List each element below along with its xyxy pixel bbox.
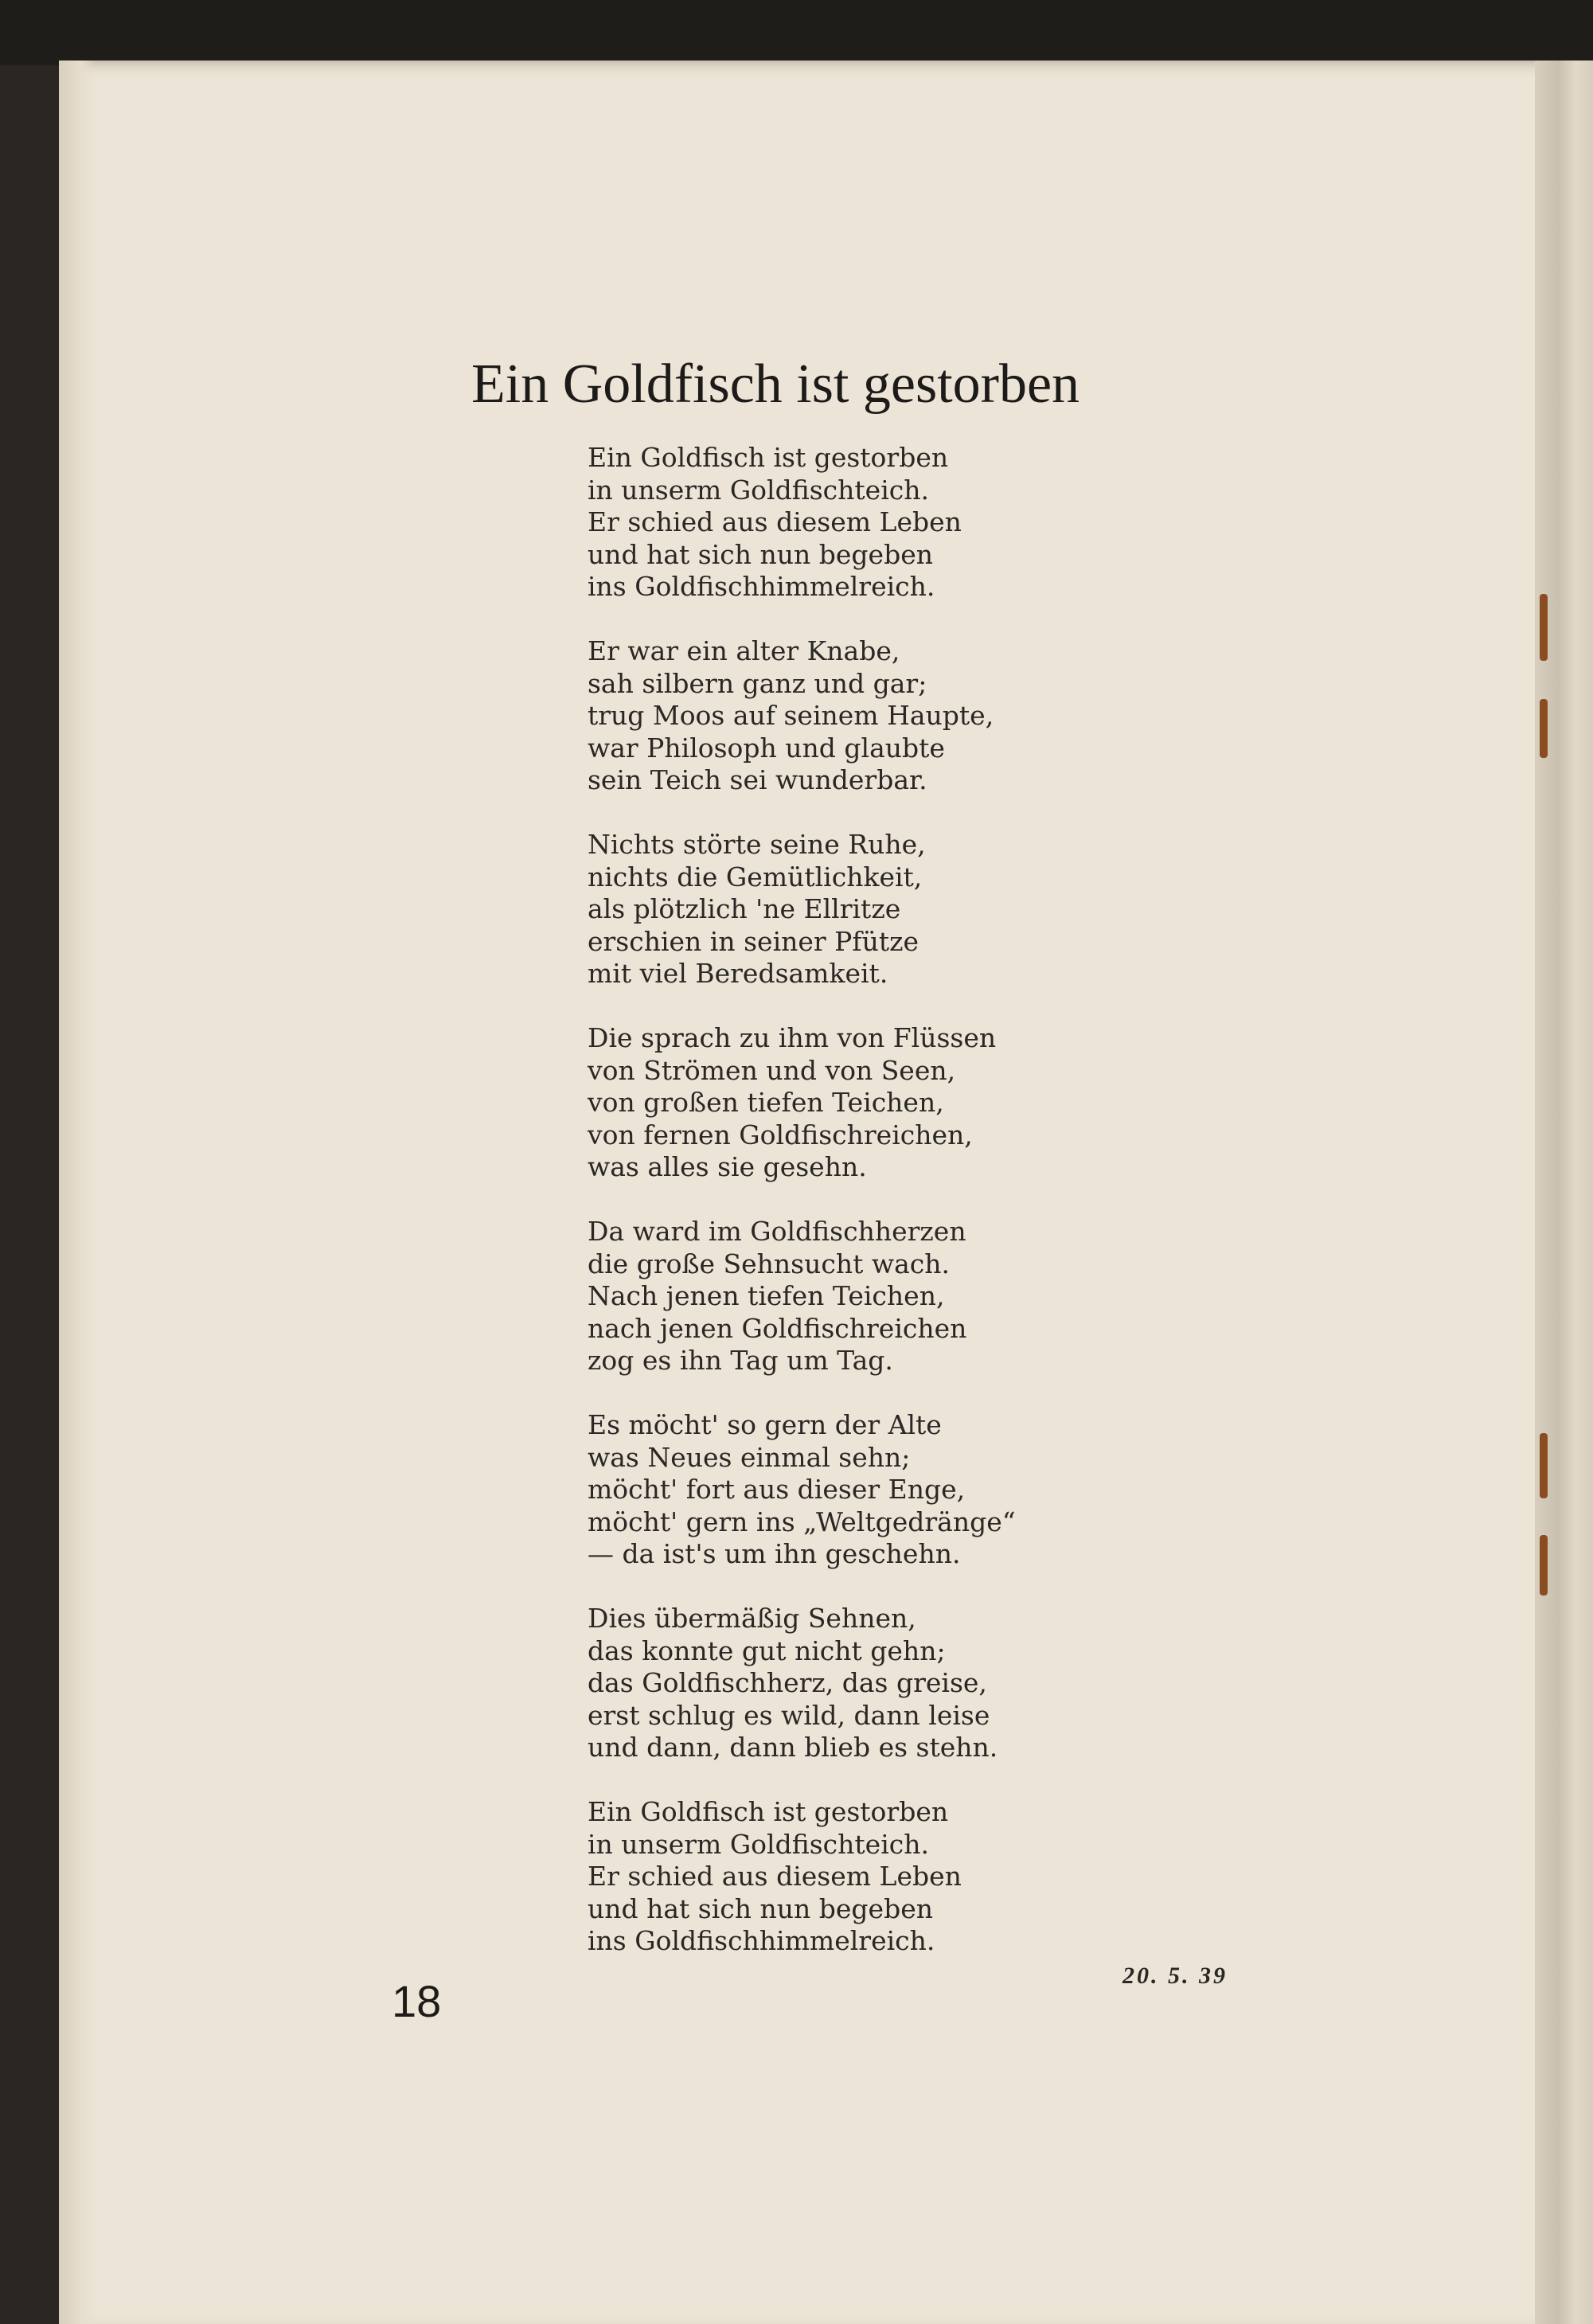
poem-line: nichts die Gemütlichkeit, (588, 861, 923, 892)
page-number: 18 (392, 1976, 442, 2026)
stanza (588, 1409, 1145, 1571)
poem-date: 20. 5. 39 (1123, 1963, 1228, 1989)
poem-line: Da ward im Goldfischherzen (588, 1216, 966, 1247)
poem-line: — da ist's um ihn geschehn. (588, 1538, 961, 1569)
stanza (588, 1022, 1145, 1184)
poem-line: Es möcht' so gern der Alte (588, 1409, 942, 1440)
poem-line: die große Sehnsucht wach. (588, 1248, 950, 1279)
staple-mark (1540, 1535, 1548, 1596)
poem-line: von Strömen und von Seen, (588, 1054, 956, 1086)
staple-mark (1540, 699, 1548, 758)
stanza (588, 1216, 1145, 1377)
poem-line: möcht' fort aus dieser Enge, (588, 1474, 966, 1505)
poem-line: in unserm Goldfischteich. (588, 474, 929, 506)
poem-line: war Philosoph und glaubte (588, 732, 945, 764)
poem-line: das konnte gut nicht gehn; (588, 1635, 946, 1666)
poem-line: trug Moos auf seinem Haupte, (588, 700, 994, 731)
poem-line: Er schied aus diesem Leben (588, 506, 962, 537)
poem-line: Nach jenen tiefen Teichen, (588, 1280, 945, 1311)
poem-line: sah silbern ganz und gar; (588, 667, 927, 699)
poem-line: und hat sich nun begeben (588, 1892, 933, 1924)
poem-line: was alles sie gesehn. (588, 1151, 867, 1182)
scan-background (0, 0, 1593, 65)
poem-line: Er war ein alter Knabe, (588, 635, 900, 666)
poem-line: Ein Goldfisch ist gestorben (588, 1796, 949, 1827)
poem-line: erst schlug es wild, dann leise (588, 1699, 990, 1731)
book-gutter (1535, 61, 1593, 2324)
stanza (588, 1603, 1145, 1764)
poem-line: Er schied aus diesem Leben (588, 1861, 962, 1892)
poem-line: Die sprach zu ihm von Flüssen (588, 1022, 997, 1053)
poem-line: sein Teich sei wunderbar. (588, 764, 927, 795)
stanza (588, 829, 1145, 990)
poem-line: und dann, dann blieb es stehn. (588, 1732, 998, 1763)
poem-line: Nichts störte seine Ruhe, (588, 829, 926, 860)
poem-line: von großen tiefen Teichen, (588, 1087, 944, 1118)
poem-line: und hat sich nun begeben (588, 538, 933, 570)
staple-mark (1540, 1433, 1548, 1498)
poem-line: zog es ihn Tag um Tag. (588, 1345, 893, 1376)
poem-line: ins Goldfischhimmelreich. (588, 1925, 935, 1956)
poem-line: erschien in seiner Pfütze (588, 925, 919, 957)
stanza (588, 442, 1145, 603)
poem-line: nach jenen Goldfischreichen (588, 1312, 967, 1344)
poem-line: was Neues einmal sehn; (588, 1441, 911, 1473)
poem-line: möcht' gern ins „Weltgedränge“ (588, 1506, 1016, 1537)
poem-body (588, 442, 1145, 1990)
stanza (588, 635, 1145, 797)
stanza (588, 1796, 1145, 1958)
poem-line: ins Goldfischhimmelreich. (588, 571, 935, 602)
poem-line: in unserm Goldfischteich. (588, 1828, 929, 1860)
poem-line: als plötzlich 'ne Ellritze (588, 893, 901, 924)
poem-line: von fernen Goldfischreichen, (588, 1119, 973, 1150)
poem-line: Dies übermäßig Sehnen, (588, 1603, 916, 1634)
staple-mark (1540, 594, 1548, 661)
page-edge (59, 61, 96, 2324)
poem-line: Ein Goldfisch ist gestorben (588, 442, 949, 473)
poem-title: Ein Goldfisch ist gestorben (471, 353, 1080, 415)
poem-line: das Goldfischherz, das greise, (588, 1667, 987, 1698)
poem-line: mit viel Beredsamkeit. (588, 958, 888, 989)
